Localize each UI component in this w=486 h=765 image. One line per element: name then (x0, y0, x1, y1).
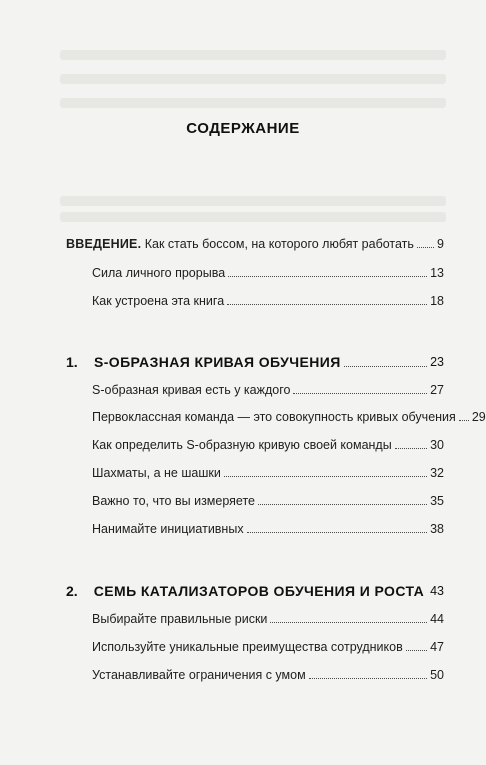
toc-page-number: 50 (430, 668, 444, 682)
bleed-through-line (60, 196, 446, 206)
toc-entry-label: Используйте уникальные преимущества сотрудников (92, 640, 403, 654)
toc-entry[interactable] (92, 465, 444, 481)
bleed-through-line (60, 50, 446, 60)
toc-entry[interactable] (92, 437, 444, 453)
toc-entry-label: Устанавливайте ограничения с умом (92, 668, 306, 682)
toc-page-number: 44 (430, 612, 444, 626)
dot-leader (227, 304, 427, 305)
toc-page-number: 27 (430, 383, 444, 397)
chapter-number: 1. (66, 354, 78, 370)
chapter-title: СЕМЬ КАТАЛИЗАТОРОВ ОБУЧЕНИЯ И РОСТА (93, 583, 425, 599)
toc-entry-label: Как устроена эта книга (92, 294, 225, 308)
toc-page-number: 43 (430, 584, 444, 598)
dot-leader (247, 532, 428, 533)
toc-entry-label: Сила личного прорыва (92, 266, 226, 280)
toc-page-number: 32 (430, 466, 444, 480)
toc-entry[interactable] (92, 521, 444, 537)
toc-entry[interactable] (92, 639, 444, 655)
bleed-through-line (60, 212, 446, 222)
toc-entry-label (66, 236, 414, 252)
dot-leader (417, 247, 434, 248)
toc-entry-label-text: Как стать боссом, на которого любят работать (144, 237, 414, 251)
toc-entry[interactable] (92, 611, 444, 627)
toc-page-number: 47 (430, 640, 444, 654)
toc-chapter-1[interactable] (66, 353, 444, 371)
dot-leader (270, 622, 427, 623)
toc-entry[interactable] (92, 265, 444, 281)
toc-page-number: 38 (430, 522, 444, 536)
toc-entry[interactable] (92, 382, 444, 398)
toc-entry-label: Нанимайте инициативных (92, 522, 244, 536)
toc-page-number: 18 (430, 294, 444, 308)
toc-page-number: 9 (437, 237, 444, 251)
toc-entry-label: S-образная кривая есть у каждого (92, 383, 291, 397)
toc-page-number: 23 (430, 355, 444, 369)
bleed-through-line (60, 98, 446, 108)
toc-entry[interactable] (92, 667, 444, 683)
toc-page-number: 35 (430, 494, 444, 508)
toc-entry-label-bold: ВВЕДЕНИЕ. (66, 237, 142, 251)
dot-leader (258, 504, 427, 505)
toc-entry[interactable] (92, 493, 444, 509)
toc-page-number: 30 (430, 438, 444, 452)
chapter-number: 2. (66, 583, 78, 599)
page-title: СОДЕРЖАНИЕ (186, 120, 300, 137)
dot-leader (228, 276, 427, 277)
dot-leader (309, 678, 427, 679)
dot-leader (293, 393, 427, 394)
dot-leader (406, 650, 427, 651)
toc-page-number: 13 (430, 266, 444, 280)
dot-leader (344, 366, 427, 367)
bleed-through-line (60, 74, 446, 84)
dot-leader (395, 448, 427, 449)
toc-entry-label: Важно то, что вы измеряете (92, 494, 255, 508)
toc-page-number: 29 (471, 410, 486, 424)
toc-entry-label: Шахматы, а не шашки (92, 466, 221, 480)
toc-entry-label: Как определить S-образную кривую своей команды (92, 438, 392, 452)
toc-chapter-2[interactable] (66, 582, 444, 600)
toc-entry[interactable] (92, 293, 444, 309)
dot-leader (459, 420, 469, 421)
toc-entry-label: Первоклассная команда — это совокупность кривых обучения (92, 410, 456, 424)
toc-entry[interactable] (92, 409, 486, 425)
dot-leader (224, 476, 427, 477)
chapter-title: S-ОБРАЗНАЯ КРИВАЯ ОБУЧЕНИЯ (94, 354, 341, 370)
toc-entry-intro[interactable] (66, 236, 444, 252)
toc-entry-label: Выбирайте правильные риски (92, 612, 268, 626)
